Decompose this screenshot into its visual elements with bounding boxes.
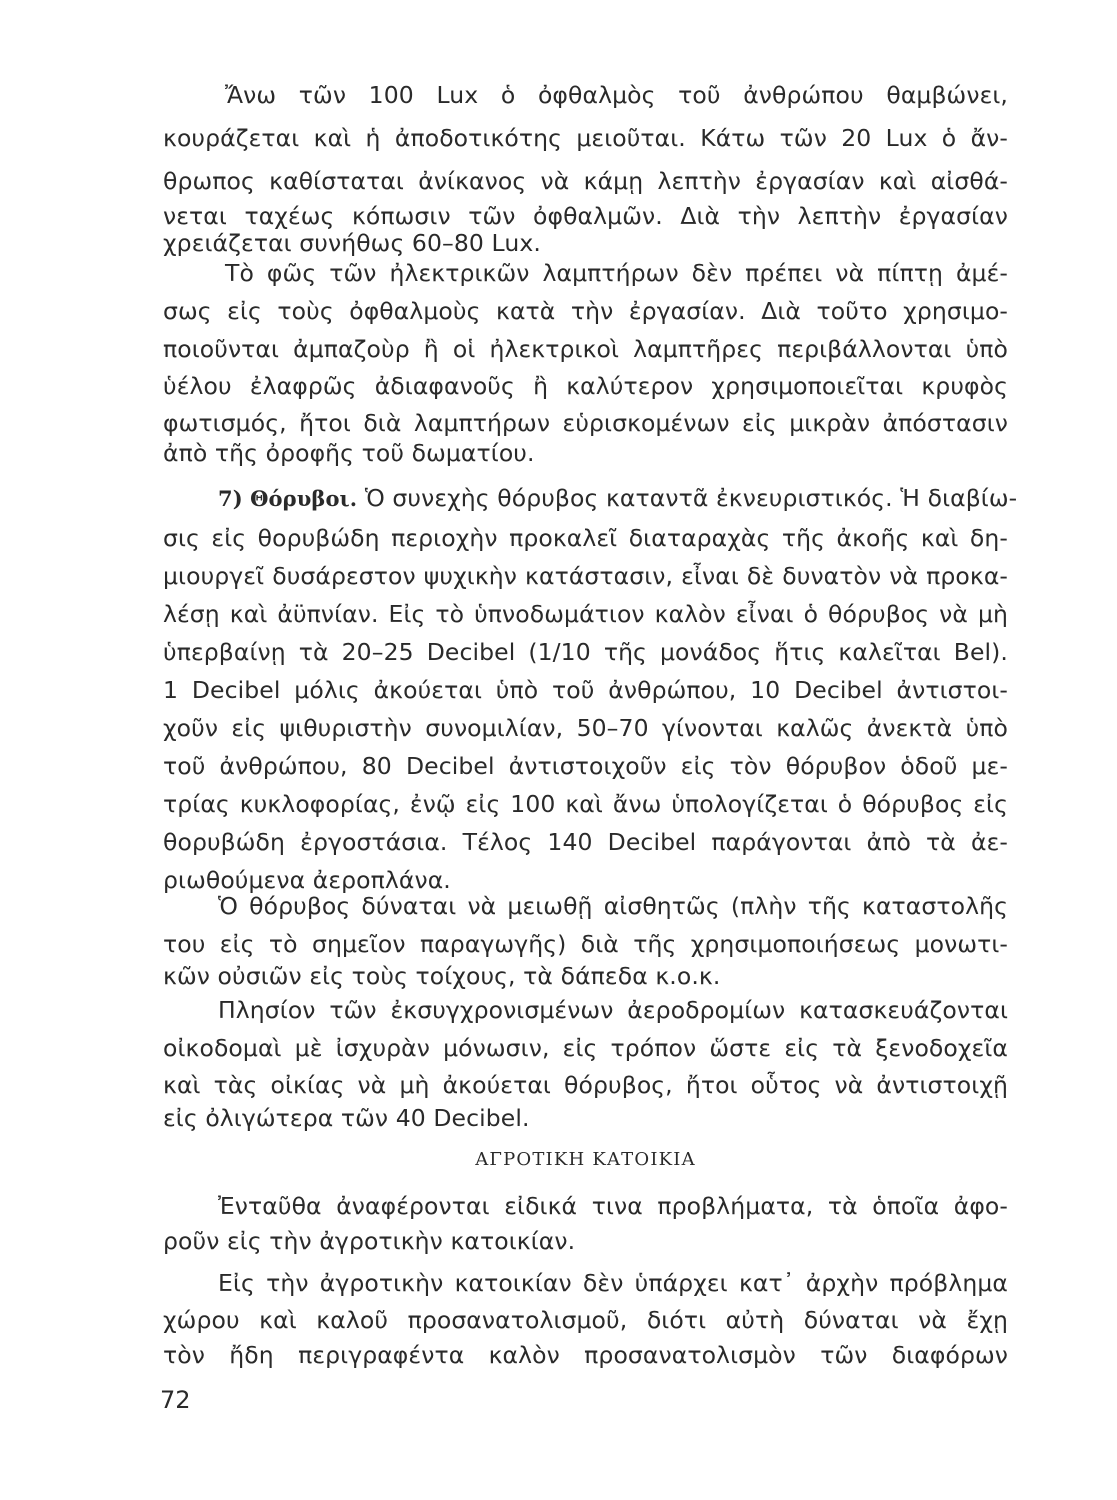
text-line: ὑπερβαίνῃ τὰ 20–25 Decibel (1/10 τῆς μονάδος ἥτις καλεῖται Bel). — [163, 638, 1008, 666]
text-line: λέσῃ καὶ ἀϋπνίαν. Εἰς τὸ ὑπνοδωμάτιον καλὸν εἶναι ὁ θόρυβος νὰ μὴ — [163, 600, 1008, 628]
text-line: σως εἰς τοὺς ὀφθαλμοὺς κατὰ τὴν ἐργασίαν. Διὰ τοῦτο χρησιμο- — [163, 297, 1008, 325]
page-number: 72 — [160, 1386, 191, 1414]
text-line: χώρου καὶ καλοῦ προσανατολισμοῦ, διότι αὐτὴ δύναται νὰ ἔχῃ — [163, 1306, 1008, 1334]
section-label: 7) Θόρυβοι. — [218, 486, 358, 511]
text-line: εἰς ὀλιγώτερα τῶν 40 Decibel. — [163, 1104, 530, 1132]
text-line: ριωθούμενα ἀεροπλάνα. — [163, 866, 451, 894]
text-line: Τὸ φῶς τῶν ἠλεκτρικῶν λαμπτήρων δὲν πρέπει νὰ πίπτῃ ἀμέ- — [225, 259, 1008, 287]
text-line: οἰκοδομαὶ μὲ ἰσχυρὰν μόνωσιν, εἰς τρόπον ὥστε εἰς τὰ ξενοδοχεῖα — [163, 1034, 1008, 1062]
text-line: Εἰς τὴν ἀγροτικὴν κατοικίαν δὲν ὑπάρχει κατ᾽ ἀρχὴν πρόβλημα — [218, 1269, 1008, 1297]
text-line: θρωπος καθίσταται ἀνίκανος νὰ κάμῃ λεπτὴν ἐργασίαν καὶ αἰσθά- — [163, 167, 1008, 195]
text-line: ποιοῦνται ἀμπαζοὺρ ἢ οἱ ἠλεκτρικοὶ λαμπτῆρες περιβάλλονται ὑπὸ — [163, 335, 1008, 363]
text-line: κουράζεται καὶ ἡ ἀποδοτικότης μειοῦται. Κάτω τῶν 20 Lux ὁ ἄν- — [163, 124, 1008, 152]
text-line: θορυβώδη ἐργοστάσια. Τέλος 140 Decibel παράγονται ἀπὸ τὰ ἀε- — [163, 828, 1008, 856]
text-line: Ἄνω τῶν 100 Lux ὁ ὀφθαλμὸς τοῦ ἀνθρώπου θαμβώνει, — [225, 81, 1008, 109]
text-line — [218, 478, 1018, 518]
text-span: Ὁ συνεχὴς θόρυβος καταντᾶ ἐκνευριστικός. Ἡ διαβίω- — [364, 484, 1018, 512]
text-line: τὸν ἤδη περιγραφέντα καλὸν προσανατολισμὸν τῶν διαφόρων — [163, 1341, 1008, 1369]
section-heading: ΑΓΡΟΤΙΚΗ ΚΑΤΟΙΚΙΑ — [475, 1149, 696, 1170]
text-line: καὶ τὰς οἰκίας νὰ μὴ ἀκούεται θόρυβος, ἤτοι οὗτος νὰ ἀντιστοιχῇ — [163, 1071, 1008, 1099]
text-line: ὑέλου ἐλαφρῶς ἀδιαφανοῦς ἢ καλύτερον χρησιμοποιεῖται κρυφὸς — [163, 372, 1008, 400]
text-line: του εἰς τὸ σημεῖον παραγωγῆς) διὰ τῆς χρησιμοποιήσεως μονωτι- — [163, 930, 1008, 958]
text-line: Ἐνταῦθα ἀναφέρονται εἰδικά τινα προβλήματα, τὰ ὁποῖα ἀφο- — [218, 1192, 1008, 1220]
text-line: ἀπὸ τῆς ὀροφῆς τοῦ δωματίου. — [163, 439, 535, 467]
text-line: μιουργεῖ δυσάρεστον ψυχικὴν κατάστασιν, εἶναι δὲ δυνατὸν νὰ προκα- — [163, 562, 1008, 590]
text-line: ροῦν εἰς τὴν ἀγροτικὴν κατοικίαν. — [163, 1227, 576, 1255]
text-line: Ὁ θόρυβος δύναται νὰ μειωθῇ αἰσθητῶς (πλὴν τῆς καταστολῆς — [218, 892, 1008, 920]
text-line: τοῦ ἀνθρώπου, 80 Decibel ἀντιστοιχοῦν εἰς τὸν θόρυβον ὁδοῦ με- — [163, 752, 1008, 780]
text-line: φωτισμός, ἤτοι διὰ λαμπτήρων εὑρισκομένων εἰς μικρὰν ἀπόστασιν — [163, 409, 1008, 437]
text-line: Πλησίον τῶν ἐκσυγχρονισμένων ἀεροδρομίων κατασκευάζονται — [218, 996, 1008, 1024]
text-line: τρίας κυκλοφορίας, ἐνῷ εἰς 100 καὶ ἄνω ὑπολογίζεται ὁ θόρυβος εἰς — [163, 790, 1008, 818]
text-line: σις εἰς θορυβώδη περιοχὴν προκαλεῖ διαταραχὰς τῆς ἀκοῆς καὶ δη- — [163, 524, 1008, 552]
text-line: χοῦν εἰς ψιθυριστὴν συνομιλίαν, 50–70 γίνονται καλῶς ἀνεκτὰ ὑπὸ — [163, 714, 1008, 742]
text-line: 1 Decibel μόλις ἀκούεται ὑπὸ τοῦ ἀνθρώπου, 10 Decibel ἀντιστοι- — [163, 676, 1008, 704]
text-line: χρειάζεται συνήθως 60–80 Lux. — [163, 229, 541, 257]
text-line: κῶν οὐσιῶν εἰς τοὺς τοίχους, τὰ δάπεδα κ.ο.κ. — [163, 962, 721, 990]
text-line: νεται ταχέως κόπωσιν τῶν ὀφθαλμῶν. Διὰ τὴν λεπτὴν ἐργασίαν — [163, 202, 1008, 230]
